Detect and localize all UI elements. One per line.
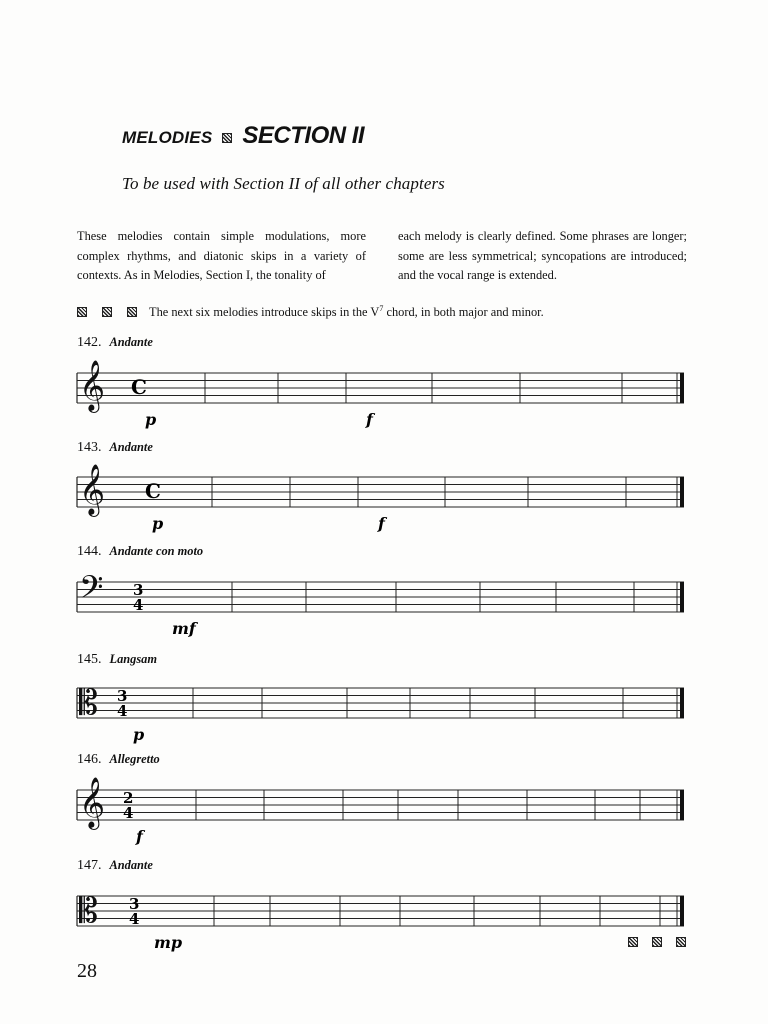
- example-144-label: 144. Andante con moto: [77, 544, 204, 559]
- final-barline-thick: [680, 790, 684, 820]
- hatched-square-icon: [652, 937, 662, 947]
- page-number: 28: [77, 960, 97, 982]
- heading-melodies: MELODIES: [122, 128, 213, 147]
- clef-alto-icon: 𝄡: [79, 683, 98, 723]
- time-signature-top: 2: [123, 789, 134, 807]
- clef-bass-icon: 𝄢: [79, 569, 104, 613]
- time-signature-bottom: 4: [133, 596, 144, 614]
- dynamic-marking: f: [136, 827, 143, 846]
- time-signature-top: 3: [117, 687, 128, 705]
- dynamic-marking: p: [145, 410, 157, 429]
- hatched-square-icon: [676, 937, 686, 947]
- dynamic-marking: f: [378, 514, 385, 533]
- clef-alto-icon: 𝄡: [79, 891, 98, 931]
- example-142-label: 142. Andante: [77, 335, 153, 350]
- dynamic-marking: mp: [154, 933, 183, 952]
- dynamic-marking: p: [133, 725, 145, 744]
- time-signature-bottom: 4: [117, 702, 128, 720]
- example-146-label: 146. Allegretto: [77, 752, 160, 767]
- clef-treble-icon: 𝄞: [79, 777, 106, 828]
- time-signature-bottom: 4: [129, 910, 140, 928]
- dynamic-marking: f: [366, 410, 373, 429]
- clef-treble-icon: 𝄞: [79, 360, 106, 411]
- example-145-label: 145. Langsam: [77, 652, 158, 667]
- time-signature-top: 3: [129, 895, 140, 913]
- dynamic-marking: mf: [172, 619, 196, 638]
- dynamic-marking: p: [152, 514, 164, 533]
- instruction-text: The next six melodies introduce skips in the $V^7$ chord, in both major and minor.: [149, 304, 544, 320]
- subtitle: To be used with Section II of all other chapters: [122, 174, 445, 193]
- intro-column-right: each melody is clearly defined. Some phrases are longer; some are less symmetrical; syncopations are introduced; and the vocal range is extended.: [398, 229, 687, 283]
- example-147-label: 147. Andante: [77, 858, 153, 873]
- time-signature-common: C: [145, 479, 161, 503]
- time-signature-top: 3: [133, 581, 144, 599]
- final-barline-thick: [680, 582, 684, 612]
- clef-treble-icon: 𝄞: [79, 464, 106, 515]
- final-barline-thick: [680, 688, 684, 718]
- end-hatched-squares: [628, 937, 686, 947]
- final-barline-thick: [680, 896, 684, 926]
- final-barline-thick: [680, 477, 684, 507]
- heading-section: SECTION II: [242, 122, 365, 149]
- time-signature-bottom: 4: [123, 804, 134, 822]
- time-signature-common: C: [131, 375, 147, 399]
- intro-column-left: These melodies contain simple modulations, more complex rhythms, and diatonic skips in a variety of contexts. As in Melodies, Section I, the tonality of: [77, 229, 366, 283]
- example-143-label: 143. Andante: [77, 440, 153, 455]
- hatched-square-icon: [628, 937, 638, 947]
- final-barline-thick: [680, 373, 684, 403]
